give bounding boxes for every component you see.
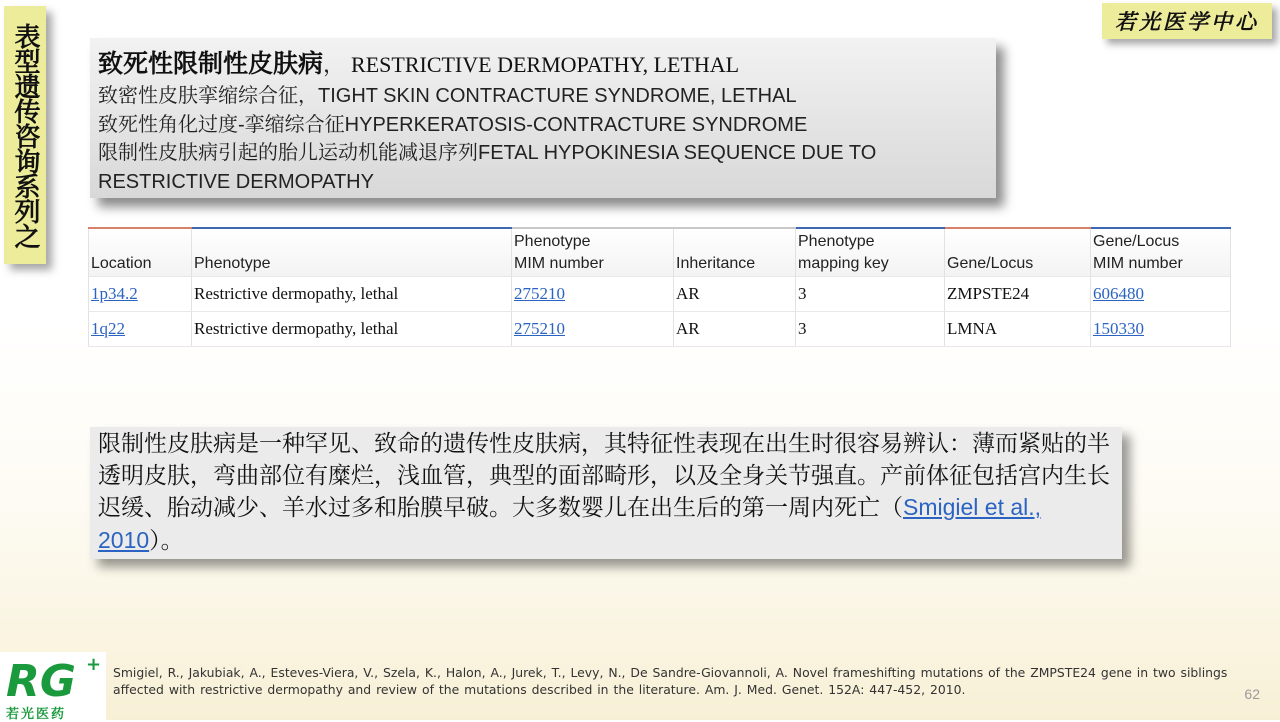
- cell-location[interactable]: [89, 277, 192, 312]
- location-link[interactable]: 1p34.2: [91, 284, 138, 303]
- title-separator: ，: [323, 53, 346, 78]
- table-row: [89, 312, 1231, 347]
- cell-gene-mim[interactable]: [1091, 312, 1231, 347]
- header-inheritance: Inheritance: [674, 228, 796, 277]
- header-mapping-key: Phenotype mapping key: [796, 228, 945, 277]
- page-title: [98, 44, 986, 82]
- cell-phenotype-mim[interactable]: [512, 312, 674, 347]
- cell-inheritance: AR: [674, 277, 796, 312]
- page-number: 62: [1244, 686, 1260, 702]
- title-chinese: 致死性限制性皮肤病: [98, 49, 324, 78]
- logo-plus: +: [86, 654, 102, 675]
- header-phenotype-mim: Phenotype MIM number: [512, 228, 674, 277]
- header-location: Location: [89, 228, 192, 277]
- alias-line-2: 致死性角化过度-挛缩综合征HYPERKERATOSIS-CONTRACTURE SYNDROME: [98, 113, 808, 136]
- alias-line-1: 致密性皮肤挛缩综合征，TIGHT SKIN CONTRACTURE SYNDROME, LETHAL: [98, 85, 797, 107]
- reference-citation: Smigiel, R., Jakubiak, A., Esteves-Viera, V., Szela, K., Halon, A., Jurek, T., Levy, N., De Sandre-Giovannoli, A. Novel frameshifting mutations of the ZMPSTE24 gene in two siblings affected with restrictive dermopathy and review of the mutations described in the literature. Am. J. Med. Genet. 152A: 447-452, 2010.: [113, 665, 1228, 697]
- cell-inheritance: AR: [674, 312, 796, 347]
- phenotype-mim-link[interactable]: 275210: [514, 284, 565, 303]
- cell-phenotype: Restrictive dermopathy, lethal: [192, 277, 512, 312]
- cell-gene: ZMPSTE24: [945, 277, 1091, 312]
- cell-phenotype: Restrictive dermopathy, lethal: [192, 312, 512, 347]
- company-logo: [0, 652, 106, 720]
- cell-gene-mim[interactable]: [1091, 277, 1231, 312]
- center-badge: 若光医学中心: [1102, 3, 1272, 39]
- description-text: 限制性皮肤病是一种罕见、致命的遗传性皮肤病，其特征性表现在出生时很容易辨认：薄而紧贴的半透明皮肤，弯曲部位有糜烂，浅血管，典型的面部畸形，以及全身关节强直。产前体征包括宫内生长迟缓、胎动减少、羊水过多和胎膜早破。大多数婴儿在出生后的第一周内死亡（: [98, 431, 1110, 521]
- phenotype-gene-table: [88, 227, 1231, 347]
- cell-gene: LMNA: [945, 312, 1091, 347]
- cell-mapping-key: 3: [796, 312, 945, 347]
- description-box: [90, 427, 1122, 559]
- table-header-row: [89, 228, 1231, 277]
- alias-line-3: 限制性皮肤病引起的胎儿运动机能减退序列FETAL HYPOKINESIA SEQUENCE DUE TO RESTRICTIVE DERMOPATHY: [98, 142, 877, 193]
- header-gene-locus: Gene/Locus: [945, 228, 1091, 277]
- table-row: [89, 277, 1231, 312]
- title-english: RESTRICTIVE DERMOPATHY, LETHAL: [351, 52, 740, 77]
- gene-mim-link[interactable]: 150330: [1093, 319, 1144, 338]
- logo-letters: RG: [6, 656, 76, 702]
- title-box: [90, 38, 996, 198]
- cell-mapping-key: 3: [796, 277, 945, 312]
- gene-mim-link[interactable]: 606480: [1093, 284, 1144, 303]
- cell-phenotype-mim[interactable]: [512, 277, 674, 312]
- citation-link[interactable]: Smigiel et al., 2010: [98, 494, 1042, 553]
- location-link[interactable]: 1q22: [91, 319, 125, 338]
- phenotype-mim-link[interactable]: 275210: [514, 319, 565, 338]
- cell-location[interactable]: [89, 312, 192, 347]
- rg-logo-icon: [4, 654, 104, 702]
- description-tail: ）。: [149, 527, 184, 554]
- logo-subtitle: 若光医药: [6, 707, 67, 722]
- header-phenotype: Phenotype: [192, 228, 512, 277]
- series-banner-text: 表型遗传咨询系列之: [10, 22, 40, 248]
- header-gene-mim: Gene/Locus MIM number: [1091, 228, 1231, 277]
- series-banner: [4, 6, 46, 264]
